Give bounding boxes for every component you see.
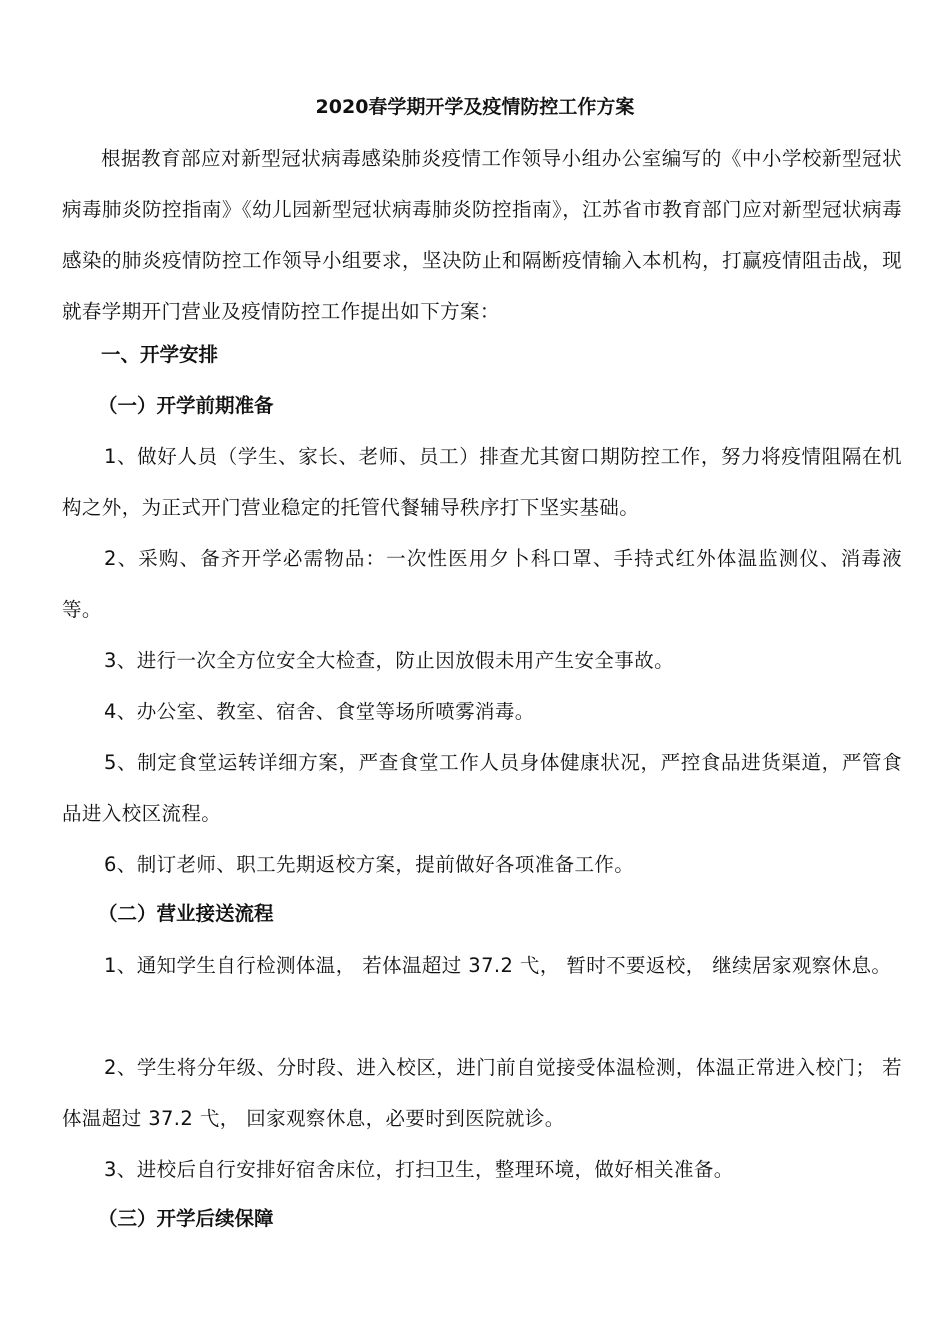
list-item: 1、通知学生自行检测体温， 若体温超过 37.2 弋， 暂时不要返校， 继续居家观察休息。 <box>104 954 892 977</box>
list-item: 4、办公室、教室、宿舍、食堂等场所喷雾消毒。 <box>104 700 535 723</box>
subsection-heading-pickup-process: （二）营业接送流程 <box>98 902 274 925</box>
subsection-heading-preparation: （一）开学前期准备 <box>98 394 274 417</box>
list-item: 6、制订老师、职工先期返校方案，提前做好各项准备工作。 <box>104 853 635 876</box>
list-item: 3、进校后自行安排好宿舍床位，打扫卫生，整理环境，做好相关准备。 <box>104 1158 734 1181</box>
list-item: 5、制定食堂运转详细方案，严查食堂工作人员身体健康状况，严控食品进货渠道，严管食品进入校区流程。 <box>62 751 902 825</box>
document-title: 2020春学期开学及疫情防控工作方案 <box>315 96 635 118</box>
subsection-heading-followup: （三）开学后续保障 <box>98 1207 274 1230</box>
list-item: 2、采购、备齐开学必需物品：一次性医用夕卜科口罩、手持式红外体温监测仪、消毒液等。 <box>62 547 902 621</box>
intro-paragraph: 根据教育部应对新型冠状病毒感染肺炎疫情工作领导小组办公室编写的《中小学校新型冠状病毒肺炎防控指南》《幼儿园新型冠状病毒肺炎防控指南》，江苏省市教育部门应对新型冠状病毒感染的肺炎疫情防控工作领导小组要求，坚决防止和隔断疫情输入本机构，打赢疫情阻击战，现就春学期开门营业及疫情防控工作提出如下方案： <box>62 147 902 323</box>
list-item: 3、进行一次全方位安全大检查，防止因放假未用产生安全事故。 <box>104 649 675 672</box>
list-item: 2、学生将分年级、分时段、进入校区，进门前自觉接受体温检测，体温正常进入校门； 若体温超过 37.2 弋， 回家观察休息，必要时到医院就诊。 <box>62 1056 902 1130</box>
section-heading-arrangement: 一、开学安排 <box>101 343 219 366</box>
list-item: 1、做好人员（学生、家长、老师、员工）排查尤其窗口期防控工作，努力将疫情阻隔在机构之外，为正式开门营业稳定的托管代餐辅导秩序打下坚实基础。 <box>62 445 902 519</box>
